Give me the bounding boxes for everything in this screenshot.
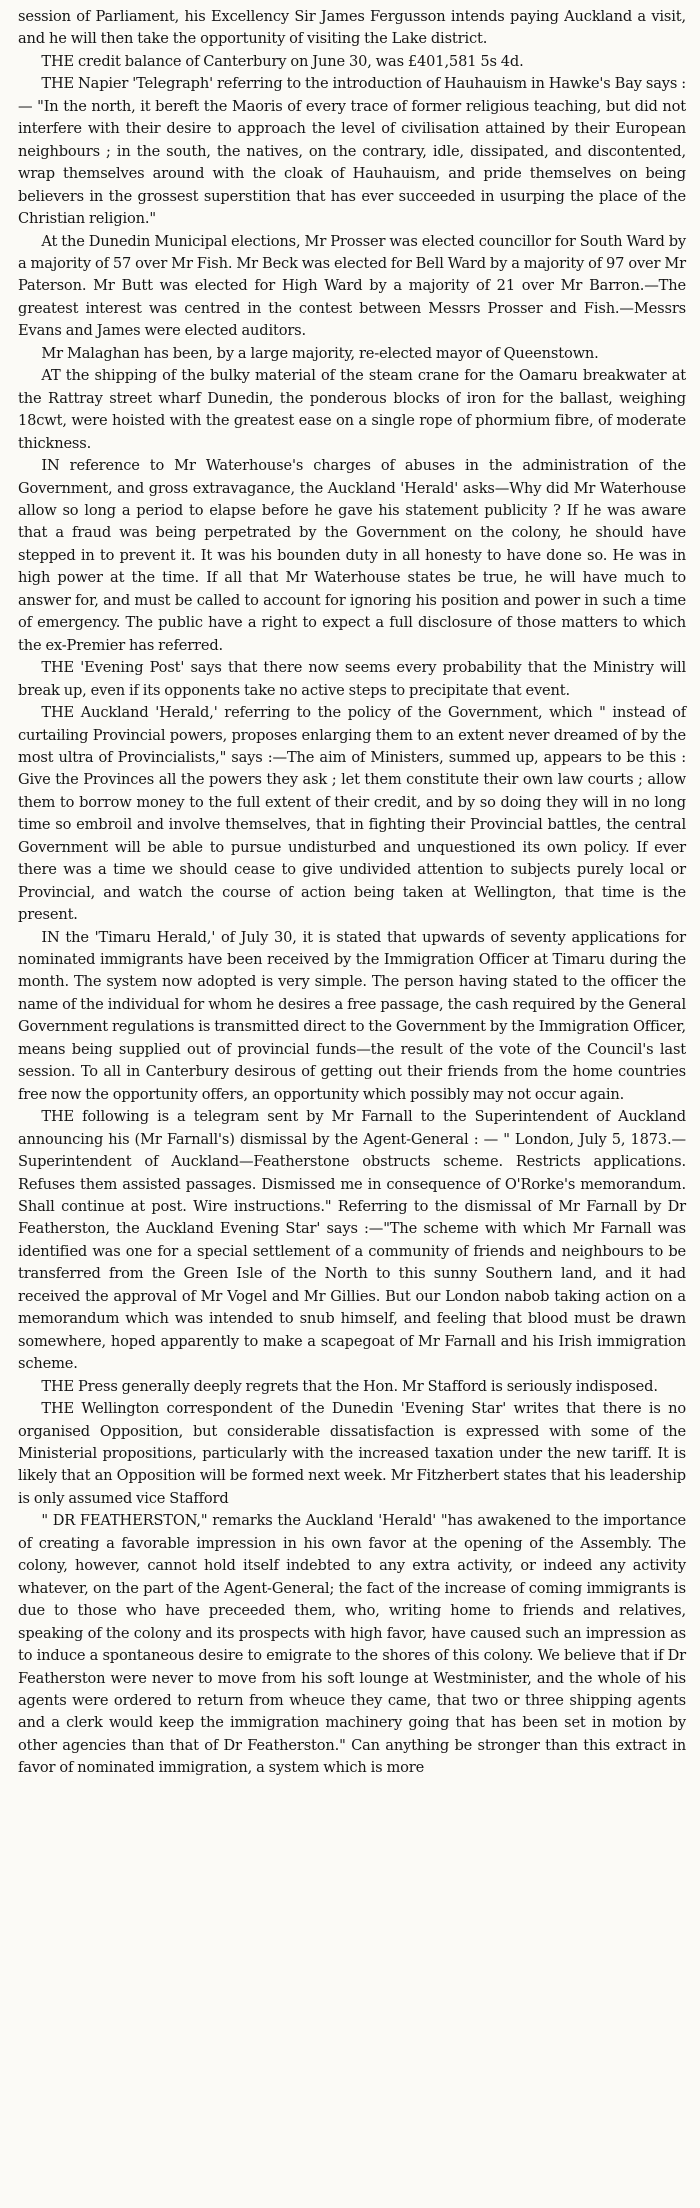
article-paragraph-timaru-immigrants: IN the 'Timaru Herald,' of July 30, it is stated that upwards of seventy applications for nominated immigrants have been received by the Immigration Officer at Timaru during the month. The system now adopted is very simple. The person having stated to the officer the name of the individual for whom he desires a free passage, the cash required by the General Government regulations is transmitted direct to the Government by the Immigration Officer, means being supplied out of provincial funds—the result of the vote of the Council's last session. To all in Canterbury desirous of getting out their friends from the home countries free now the opportunity offers, an opportunity which possibly may not occur again. — [18, 928, 686, 1103]
article-paragraph-provincial-powers: THE Auckland 'Herald,' referring to the policy of the Government, which " instead of curtailing Provincial powers, proposes enlarging them to an extent never dreamed of by the most ultra of Provincialists," says :—The aim of Ministers, summed up, appears to be this : Give the Provinces all the powers they ask ; let them constitute their own law courts ; allow them to borrow money to the full extent of their credit, and by so doing they will in no long time so embroil and involve themselves, that in fighting their Provincial battles, the central Government will be able to pursue undisturbed and unquestioned its own policy. If ever there was a time we should cease to give undivided attention to subjects purely local or Provincial, and watch the course of action being taken at Wellington, that time is the present. — [18, 704, 686, 924]
article-paragraph-featherston-remarks: " DR FEATHERSTON," remarks the Auckland 'Herald' "has awakened to the importance of creating a favorable impression in his own favor at the opening of the Assembly. The colony, however, cannot hold itself indebted to any extra activity, or indeed any activity whatever, on the part of the Agent-General; the fact of the increase of coming immigrants is due to those who have preceeded them, who, writing home to friends and relatives, speaking of the colony and its prospects with high favor, have caused such an impression as to induce a spontaneous desire to emigrate to the shores of this colony. We believe that if Dr Featherston were never to move from his soft lounge at Westminister, and the whole of his agents were ordered to return from wheuce they came, that two or three shipping agents and a clerk would keep the immigration machinery going that has been set in motion by other agencies than that of Dr Featherston." Can anything be stronger than this extract in favor of nominated immigration, a system which is more — [18, 1512, 686, 1777]
article-paragraph-waterhouse-charges: IN reference to Mr Waterhouse's charges of abuses in the administration of the Government, and gross extravagance, the Auckland 'Herald' asks—Why did Mr Waterhouse allow so long a period to elapse before he gave his statement publicity ? If he was aware that a fraud was being perpetrated by the Government on the colony, he should have stepped in to prevent it. It was his bounden duty in all honesty to have done so. He was in high power at the time. If all that Mr Waterhouse states be true, he will have much to answer for, and must be called to account for ignoring his position and power in such a time of emergency. The public have a right to expect a full disclosure of those matters to which the ex-Premier has referred. — [18, 457, 686, 654]
article-paragraph-wellington-opposition: THE Wellington correspondent of the Dunedin 'Evening Star' writes that there is no organised Opposition, but considerable dissatisfaction is expressed with some of the Ministerial propositions, particularly with the increased taxation under the new tariff. It is likely that an Opposition will be formed next week. Mr Fitzherbert states that his leadership is only assumed vice Stafford — [18, 1400, 686, 1507]
article-paragraph-vice-regal-visit: session of Parliament, his Excellency Sir James Fergusson intends paying Auckland a visit, and he will then take the opportunity of visiting the Lake district. — [18, 8, 686, 48]
article-paragraph-hauhauism: THE Napier 'Telegraph' referring to the introduction of Hauhauism in Hawke's Bay says : — "In the north, it bereft the Maoris of every trace of former religious teaching, but did not interfere with their desire to approach the level of civilisation attained by their European neighbours ; in the south, the natives, on the contrary, idle, dissipated, and discontented, wrap themselves around with the cloak of Hauhauism, and pride themselves on being believers in the grossest superstition that has ever succeeded in usurping the place of the Christian religion." — [18, 75, 686, 228]
article-paragraph-ministry-break-up: THE 'Evening Post' says that there now seems every probability that the Ministry will break up, even if its opponents take no active steps to precipitate that event. — [18, 659, 686, 699]
article-paragraph-queenstown-mayor: Mr Malaghan has been, by a large majority, re-elected mayor of Queenstown. — [41, 344, 599, 362]
article-paragraph-stafford-indisposed: THE Press generally deeply regrets that the Hon. Mr Stafford is seriously indisposed. — [41, 1377, 658, 1395]
article-paragraph-farnall-telegram: THE following is a telegram sent by Mr Farnall to the Superintendent of Auckland announcing his (Mr Farnall's) dismissal by the Agent-General : — " London, July 5, 1873.—Superintendent of Auckland—Featherstone obstructs scheme. Restricts applications. Refuses them assisted passages. Dismissed me in consequence of O'Rorke's memorandum. Shall continue at post. Wire instructions." Referring to the dismissal of Mr Farnall by Dr Featherston, the Auckland Evening Star' says :—"The scheme with which Mr Farnall was identified was one for a special settlement of a community of friends and neighbours to be transferred from the Green Isle of the North to this sunny Southern land, and it had received the approval of Mr Vogel and Mr Gillies. But our London nabob taking action on a memorandum which was intended to snub himself, and feeling that blood must be drawn somewhere, hoped apparently to make a scapegoat of Mr Farnall and his Irish immigration scheme. — [18, 1108, 686, 1373]
article-paragraph-steam-crane: AT the shipping of the bulky material of the steam crane for the Oamaru breakwater at the Rattray street wharf Dunedin, the ponderous blocks of iron for the ballast, weighing 18cwt, were hoisted with the greatest ease on a single rope of phormium fibre, of moderate thickness. — [18, 367, 686, 452]
article-paragraph-dunedin-elections: At the Dunedin Municipal elections, Mr Prosser was elected councillor for South Ward by a majority of 57 over Mr Fish. Mr Beck was elected for Bell Ward by a majority of 97 over Mr Paterson. Mr Butt was elected for High Ward by a majority of 21 over Mr Barron.—The greatest interest was centred in the contest between Messrs Prosser and Fish.—Messrs Evans and James were elected auditors. — [18, 232, 686, 340]
article-paragraph-canterbury-balance: THE credit balance of Canterbury on June 30, was £401,581 5s 4d. — [41, 52, 524, 70]
